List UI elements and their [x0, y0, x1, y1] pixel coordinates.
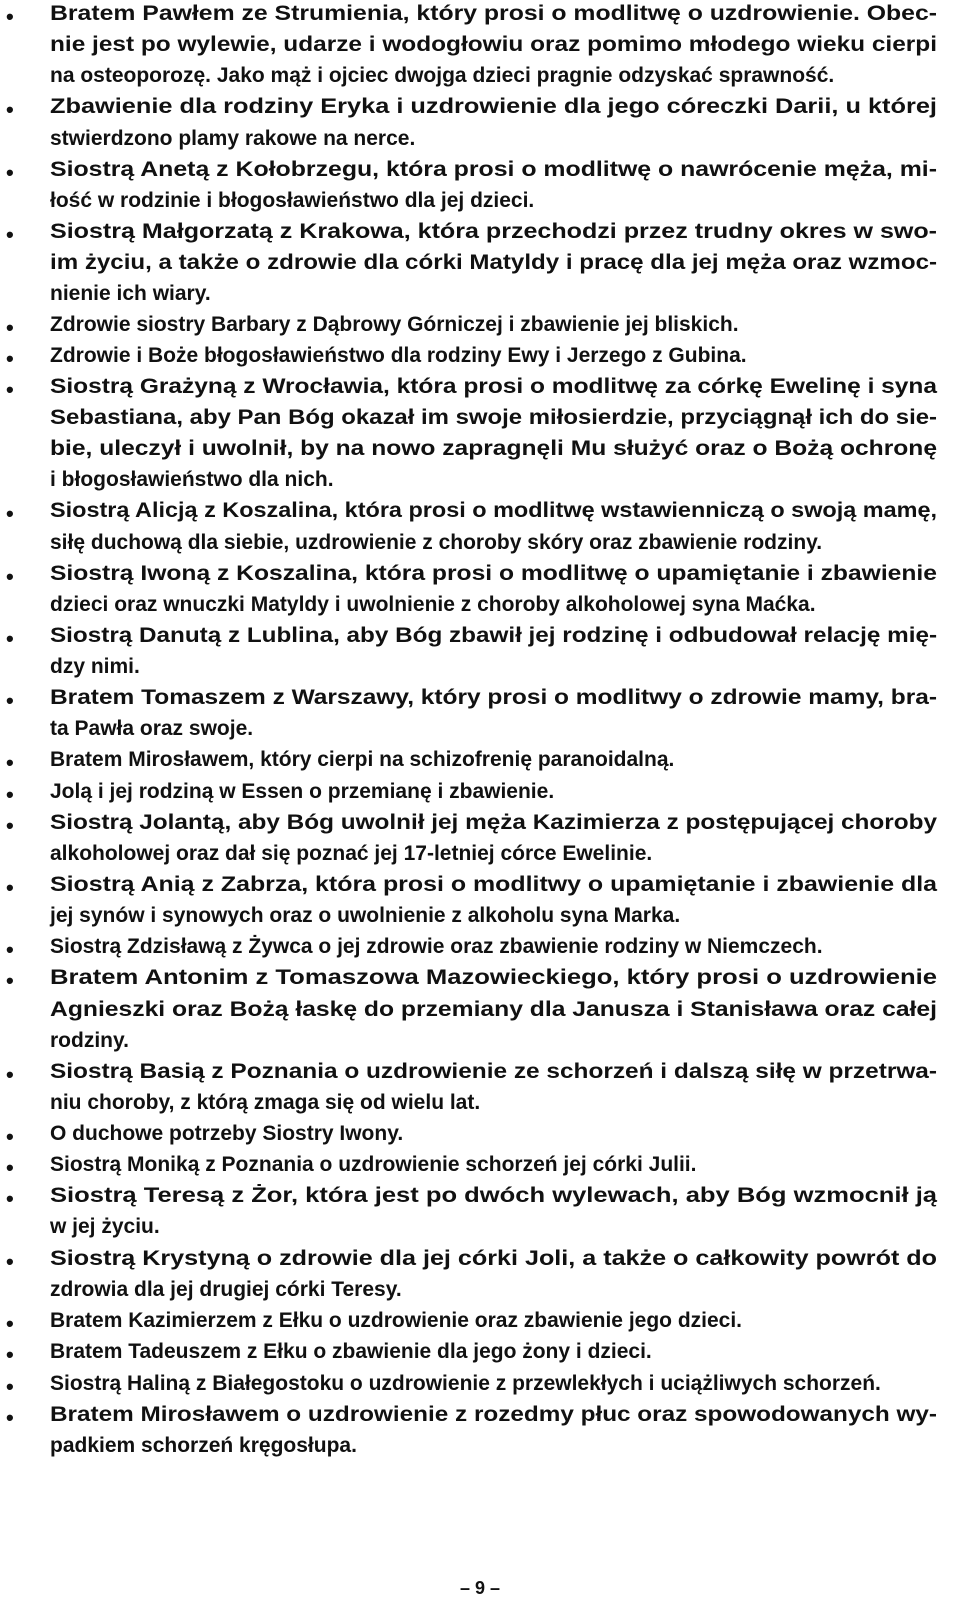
intention-text-line: Bratem Tadeuszem z Ełku o zbawienie dla jego żony i dzieci.	[50, 1340, 652, 1363]
bullet-icon: •	[6, 1311, 14, 1336]
intention-text-line: Bratem Tomaszem z Warszawy, który prosi o modlitwy o zdrowie mamy, bra-	[50, 686, 938, 709]
bullet-icon: •	[6, 1249, 14, 1274]
intention-text-line: Siostrą Krystyną o zdrowie dla jej córki Joli, a także o całkowity powrót do	[50, 1247, 938, 1270]
intention-text-line: Siostrą Basią z Poznania o uzdrowienie ze schorzeń i dalszą siłę w przetrwa-	[50, 1060, 938, 1083]
intention-text-line: padkiem schorzeń kręgosłupa.	[50, 1434, 357, 1457]
intention-text-line: Zdrowie i Boże błogosławieństwo dla rodziny Ewy i Jerzego z Gubina.	[50, 344, 747, 367]
intention-text-line: Zdrowie siostry Barbary z Dąbrowy Górniczej i zbawienie jej bliskich.	[50, 313, 739, 336]
intention-text-line: na osteoporozę. Jako mąż i ojciec dwojga dzieci pragnie odzyskać sprawność.	[50, 64, 835, 87]
bullet-icon: •	[6, 1342, 14, 1367]
bullet-icon: •	[6, 1405, 14, 1430]
intention-text-line: Siostrą Teresą z Żor, która jest po dwóch wylewach, aby Bóg wzmocnił ją	[50, 1184, 938, 1207]
intention-text-line: Siostrą Moniką z Poznania o uzdrowienie schorzeń jej córki Julii.	[50, 1153, 697, 1176]
intention-text-line: im życiu, a także o zdrowie dla córki Matyldy i pracę dla jej męża oraz wzmoc-	[50, 251, 938, 274]
intention-text-line: nienie ich wiary.	[50, 282, 211, 305]
bullet-icon: •	[6, 937, 14, 962]
intention-text-line: Bratem Mirosławem, który cierpi na schizofrenię paranoidalną.	[50, 748, 675, 771]
intention-text-line: i błogosławieństwo dla nich.	[50, 468, 334, 491]
intention-text-line: ta Pawła oraz swoje.	[50, 717, 254, 740]
intention-text-line: Siostrą Haliną z Białegostoku o uzdrowienie z przewlekłych i uciążliwych schorzeń.	[50, 1372, 881, 1395]
bullet-icon: •	[6, 501, 14, 526]
bullet-icon: •	[6, 813, 14, 838]
page-number: – 9 –	[459, 1578, 501, 1598]
bullet-icon: •	[6, 1186, 14, 1211]
intention-text-line: Bratem Kazimierzem z Ełku o uzdrowienie oraz zbawienie jego dzieci.	[50, 1309, 743, 1332]
bullet-icon: •	[6, 346, 14, 371]
intention-text-line: rodziny.	[50, 1029, 129, 1052]
intention-text-line: dzy nimi.	[50, 655, 140, 678]
intention-text-line: dzieci oraz wnuczki Matyldy i uwolnienie z choroby alkoholowej syna Maćka.	[50, 593, 816, 616]
intention-text-line: łość w rodzinie i błogosławieństwo dla jej dzieci.	[50, 189, 535, 212]
intention-text-line: Bratem Antonim z Tomaszowa Mazowieckiego, który prosi o uzdrowienie	[50, 966, 938, 989]
intention-text-line: niu choroby, z którą zmaga się od wielu lat.	[50, 1091, 481, 1114]
intention-text-line: Sebastiana, aby Pan Bóg okazał im swoje miłosierdzie, przyciągnął ich do sie-	[50, 406, 938, 429]
intention-text-line: alkoholowej oraz dał się poznać jej 17-letniej córce Ewelinie.	[50, 842, 653, 865]
intention-text-line: jej synów i synowych oraz o uwolnienie z alkoholu syna Marka.	[50, 904, 681, 927]
bullet-icon: •	[6, 1062, 14, 1087]
intention-text-line: Siostrą Anetą z Kołobrzegu, która prosi o modlitwę o nawrócenie męża, mi-	[50, 158, 937, 181]
intention-text-line: Bratem Mirosławem o uzdrowienie z rozedmy płuc oraz spowodowanych wy-	[50, 1403, 938, 1426]
intention-text-line: Jolą i jej rodziną w Essen o przemianę i zbawienie.	[50, 780, 555, 803]
bullet-icon: •	[6, 160, 14, 185]
intention-text-line: Siostrą Alicją z Koszalina, która prosi o modlitwę wstawienniczą o swoją mamę,	[50, 499, 938, 522]
intention-text-line: Siostrą Jolantą, aby Bóg uwolnił jej męża Kazimierza z postępującej choroby	[50, 811, 938, 834]
bullet-icon: •	[6, 688, 14, 713]
intention-text-line: zdrowia dla jej drugiej córki Teresy.	[50, 1278, 402, 1301]
intention-text-line: nie jest po wylewie, udarze i wodogłowiu oraz pomimo młodego wieku cierpi	[50, 33, 937, 56]
intention-text-line: Siostrą Danutą z Lublina, aby Bóg zbawił jej rodzinę i odbudował relację mię-	[50, 624, 938, 647]
intention-text-line: Bratem Pawłem ze Strumienia, który prosi o modlitwę o uzdrowienie. Obec-	[50, 2, 937, 25]
bullet-icon: •	[6, 315, 14, 340]
bullet-icon: •	[6, 750, 14, 775]
intention-text-line: Siostrą Anią z Zabrza, która prosi o modlitwy o upamiętanie i zbawienie dla	[50, 873, 938, 896]
intention-text-line: Siostrą Grażyną z Wrocławia, która prosi o modlitwę za córkę Ewelinę i syna	[50, 375, 938, 398]
intention-text-line: w jej życiu.	[50, 1215, 160, 1238]
intention-text-line: O duchowe potrzeby Siostry Iwony.	[50, 1122, 404, 1145]
bullet-icon: •	[6, 875, 14, 900]
bullet-icon: •	[6, 222, 14, 247]
intention-text-line: Siostrą Małgorzatą z Krakowa, która przechodzi przez trudny okres w swo-	[50, 220, 938, 243]
intention-text-line: bie, uleczył i uwolnił, by na nowo zapragnęli Mu służyć oraz o Bożą ochronę	[50, 437, 938, 460]
bullet-icon: •	[6, 1374, 14, 1399]
intention-text-line: Siostrą Iwoną z Koszalina, która prosi o modlitwę o upamiętanie i zbawienie	[50, 562, 937, 585]
bullet-icon: •	[6, 97, 14, 122]
intention-text-line: siłę duchową dla siebie, uzdrowienie z choroby skóry oraz zbawienie rodziny.	[50, 531, 823, 554]
intention-text-line: Zbawienie dla rodziny Eryka i uzdrowienie dla jego córeczki Darii, u której	[50, 95, 937, 118]
intention-text-line: Siostrą Zdzisławą z Żywca o jej zdrowie oraz zbawienie rodziny w Niemczech.	[50, 935, 823, 958]
bullet-icon: •	[6, 377, 14, 402]
bullet-icon: •	[6, 4, 14, 29]
bullet-icon: •	[6, 626, 14, 651]
bullet-icon: •	[6, 782, 14, 807]
bullet-icon: •	[6, 564, 14, 589]
bullet-icon: •	[6, 1124, 14, 1149]
bullet-icon: •	[6, 968, 14, 993]
intention-text-line: stwierdzono plamy rakowe na nerce.	[50, 127, 416, 150]
bullet-icon: •	[6, 1155, 14, 1180]
intention-text-line: Agnieszki oraz Bożą łaskę do przemiany dla Janusza i Stanisława oraz całej	[50, 998, 937, 1021]
